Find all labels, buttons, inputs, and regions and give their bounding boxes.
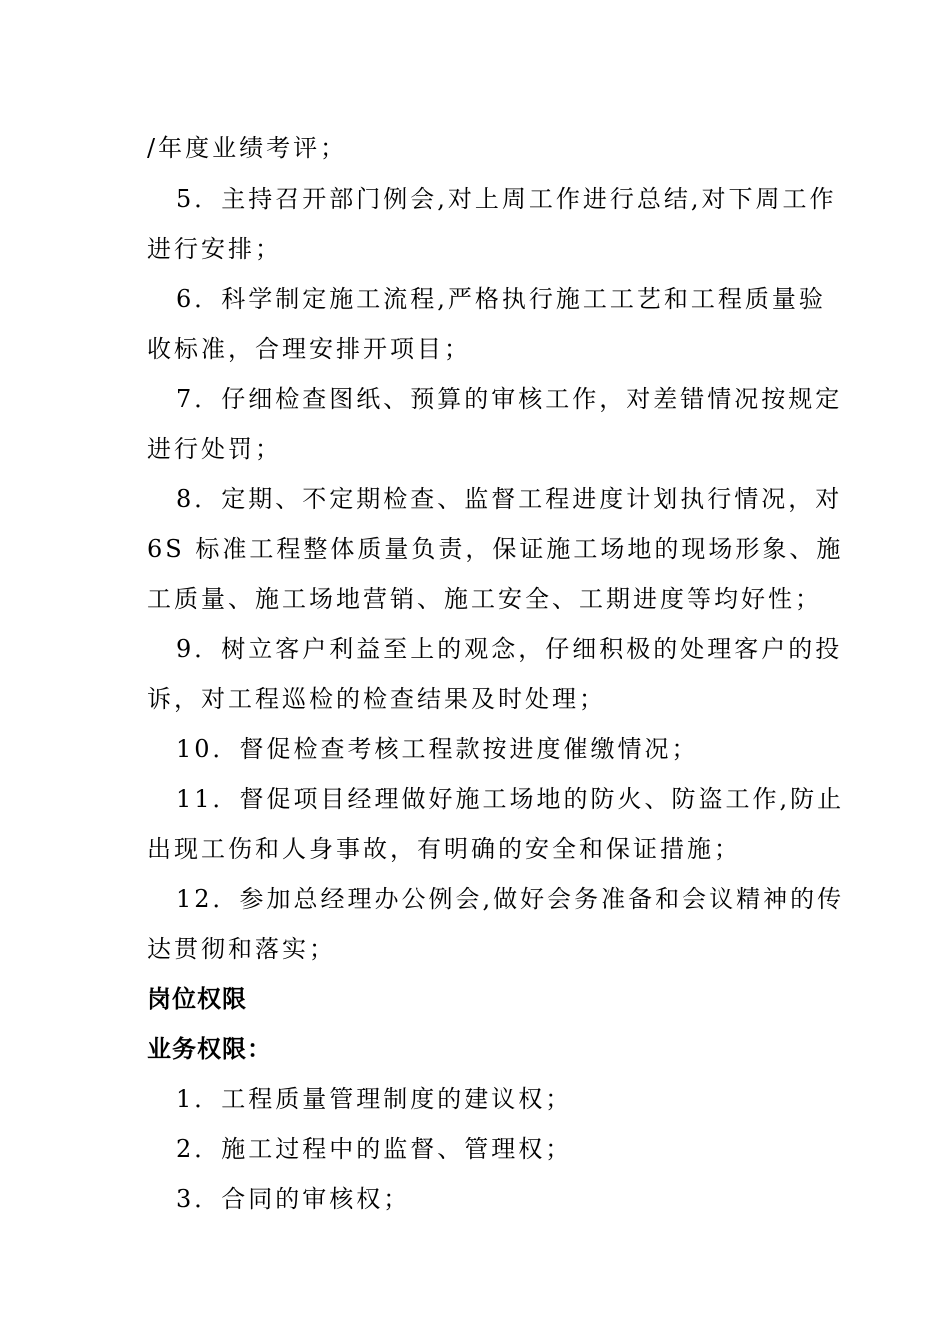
paragraph-line: 9．树立客户利益至上的观念，仔细积极的处理客户的投 [176,635,843,663]
paragraph-line: 7．仔细检查图纸、预算的审核工作，对差错情况按规定 [176,385,843,413]
list-item: 1．工程质量管理制度的建议权； [176,1085,573,1113]
paragraph-line: 10．督促检查考核工程款按进度催缴情况； [176,735,699,763]
section-heading: 岗位权限 [147,985,247,1013]
paragraph-line: 12．参加总经理办公例会,做好会务准备和会议精神的传 [176,885,845,913]
paragraph-line: 6．科学制定施工流程,严格执行施工工艺和工程质量验 [176,285,826,313]
paragraph-line: 进行安排； [147,235,282,263]
paragraph-line: 诉，对工程巡检的检查结果及时处理； [147,685,606,713]
paragraph-line: 出现工伤和人身事故，有明确的安全和保证措施； [147,835,741,863]
paragraph-line: 收标准，合理安排开项目； [147,335,471,363]
paragraph-line: 进行处罚； [147,435,282,463]
paragraph-line: 工质量、施工场地营销、施工安全、工期进度等均好性； [147,585,822,613]
paragraph-line: 达贯彻和落实； [147,935,336,963]
subsection-heading: 业务权限： [147,1035,272,1063]
list-item: 2．施工过程中的监督、管理权； [176,1135,573,1163]
paragraph-line: /年度业绩考评； [147,134,348,162]
paragraph-line: 6S 标准工程整体质量负责，保证施工场地的现场形象、施 [147,535,844,563]
paragraph-line: 5．主持召开部门例会,对上周工作进行总结,对下周工作 [176,185,837,213]
paragraph-line: 11．督促项目经理做好施工场地的防火、防盗工作,防止 [176,785,845,813]
paragraph-line: 8．定期、不定期检查、监督工程进度计划执行情况，对 [176,485,843,513]
list-item: 3．合同的审核权； [176,1185,411,1213]
